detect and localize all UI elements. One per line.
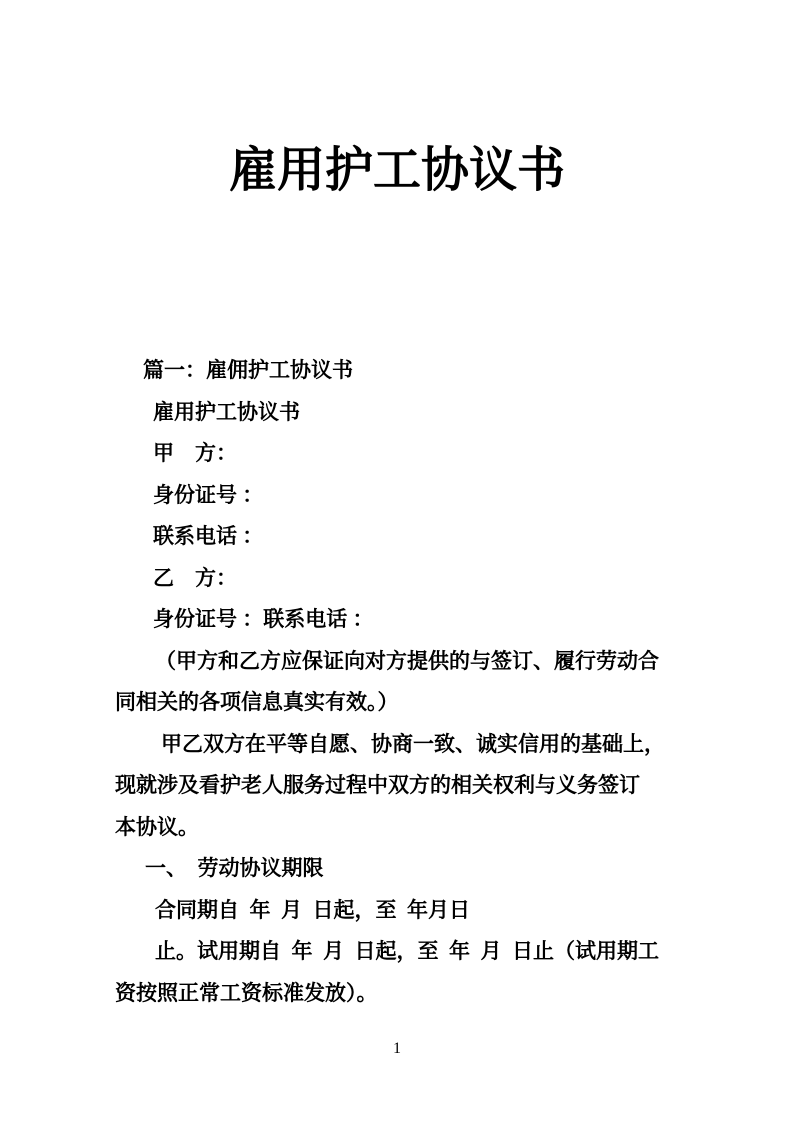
text-line: 合同期自 年 月 日起，至 年月日 — [155, 897, 470, 922]
text-line: 乙 方： — [153, 565, 237, 590]
text-line: 身份证号 ： — [153, 482, 264, 507]
document-body — [115, 350, 681, 1014]
text-line: 甲乙双方在平等自愿、协商一致、诚实信用的基础上， — [161, 731, 665, 756]
text-line: 雇用护工协议书 — [153, 399, 300, 424]
text-line: 一、 劳动协议期限 — [145, 856, 324, 880]
text-line: 篇一：雇佣护工协议书 — [143, 358, 353, 382]
text-line: 同相关的各项信息真实有效。） — [115, 690, 399, 714]
text-line: 甲 方： — [153, 441, 237, 465]
text-line: 本协议。 — [115, 814, 199, 839]
text-line: 联系电话 ： — [153, 524, 264, 548]
document-title: 雇用护工协议书 — [228, 144, 565, 197]
text-line: 现就涉及看护老人服务过程中双方的相关权利与义务签订 — [115, 773, 640, 797]
text-line: 身份证号 ：联系电话 ： — [153, 607, 374, 631]
text-line: 止。试用期自 年 月 日起，至 年 月 日止（试用期工 — [155, 939, 659, 963]
text-line: （甲方和乙方应保证向对方提供的与签订、履行劳动合 — [155, 648, 659, 673]
text-line: 资按照正常工资标准发放）。 — [115, 980, 378, 1005]
page-number: 1 — [393, 1040, 401, 1057]
